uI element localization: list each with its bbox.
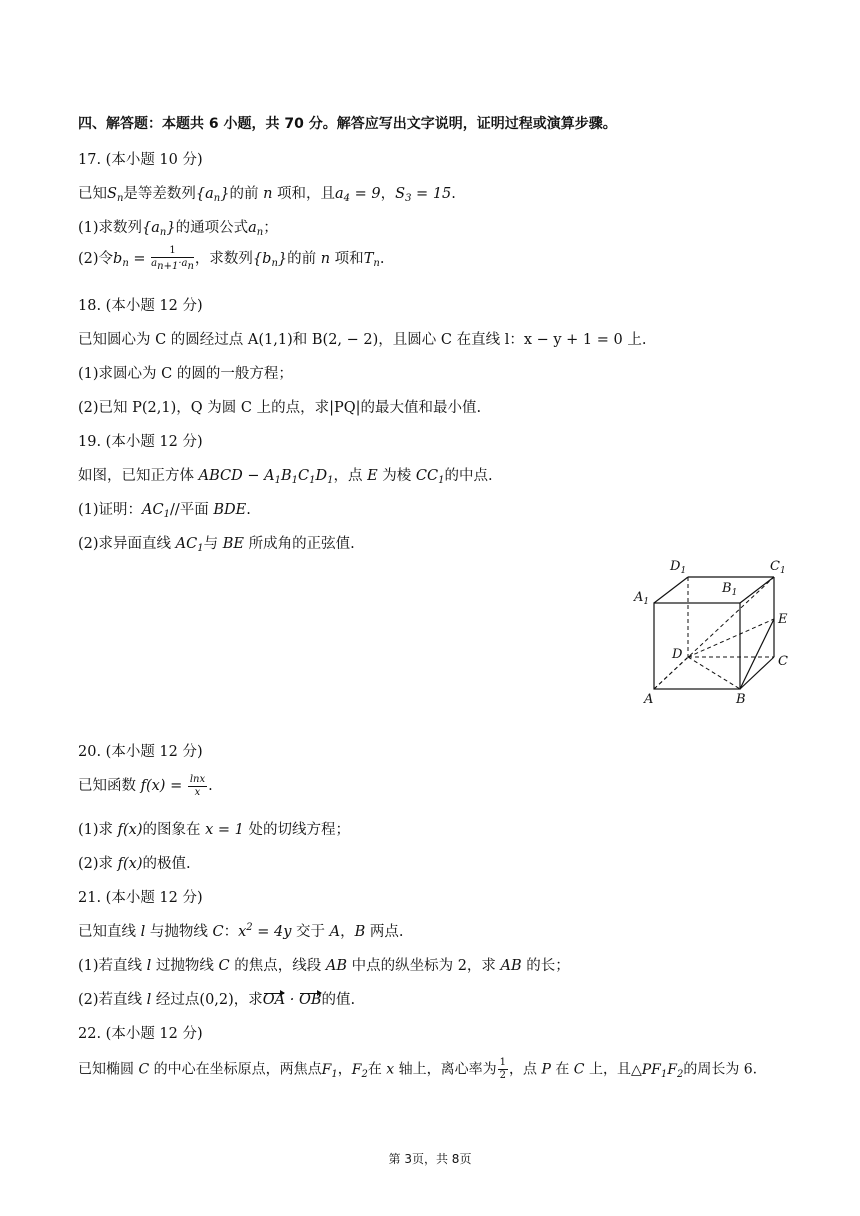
label-A1: $A_1$ bbox=[634, 590, 650, 607]
q21-header: 21. (本小题 12 分) bbox=[78, 890, 203, 906]
q21-part1: (1)若直线 l 过抛物线 C 的焦点，线段 AB 中点的纵坐标为 2，求 AB 的长； bbox=[78, 958, 570, 974]
q20-stem: 已知函数 f(x) = $\frac{\ln x}{x}$ . bbox=[78, 773, 213, 798]
q21-part2: (2)若直线 l 经过点(0,2)，求OA · OB的值. bbox=[78, 992, 356, 1008]
q19-stem: 如图，已知正方体 ABCD − $A_1B_1C_1D_1$，点 E 为棱 $CC_1$的中点. bbox=[78, 468, 493, 486]
q17-part2: (2)令$b_n$ = $\frac{1}{an+1\cdot an}$ ，求数列$\{b_n\}$的前 n 项和$T_n$. bbox=[78, 245, 385, 272]
page-footer: 第 3页，共 8页 bbox=[388, 1152, 472, 1166]
q18-header: 18. (本小题 12 分) bbox=[78, 298, 203, 314]
q20-header: 20. (本小题 12 分) bbox=[78, 744, 203, 760]
q17-header: 17. (本小题 10 分) bbox=[78, 152, 203, 168]
q18-part1: (1)求圆心为 C 的圆的一般方程； bbox=[78, 366, 293, 382]
cube-front-face bbox=[654, 603, 740, 689]
q19-header: 19. (本小题 12 分) bbox=[78, 434, 203, 450]
q22-header: 22. (本小题 12 分) bbox=[78, 1026, 203, 1042]
label-B1: $B_1$ bbox=[722, 581, 738, 598]
q18-part2: (2)已知 P(2,1)，Q 为圆 C 上的点，求|PQ|的最大值和最小值. bbox=[78, 400, 482, 416]
q22-stem: 已知椭圆 C 的中心在坐标原点，两焦点$F_1$，$F_2$在 x 轴上，离心率为 $\frac{1}{2}$ ，点 P 在 C 上，且$\triangle PF_1F_2$的周长为 6. bbox=[78, 1057, 758, 1081]
q18-stem: 已知圆心为 C 的圆经过点 A(1,1)和 B(2, − 2)，且圆心 C 在直线 l：x − y + 1 = 0 上. bbox=[78, 332, 647, 348]
q20-part1: (1)求 f(x)的图象在 x = 1 处的切线方程； bbox=[78, 822, 351, 838]
q19-part2: (2)求异面直线 $AC_1$与 BE 所成角的正弦值. bbox=[78, 536, 355, 554]
label-A: A bbox=[644, 692, 654, 707]
q21-stem: 已知直线 l 与抛物线 C：$x^2 = 4y$ 交于 A，B 两点. bbox=[78, 922, 404, 940]
label-C: C bbox=[778, 654, 788, 669]
label-D1: $D_1$ bbox=[670, 559, 687, 576]
q17-stem: 已知$S_n$是等差数列$\{a_n\}$的前 n 项和，且$a_4 = 9$，$S_3 = 15$. bbox=[78, 186, 456, 204]
label-E: E bbox=[778, 612, 788, 627]
section-heading: 四、解答题：本题共 6 小题，共 70 分。解答应写出文字说明，证明过程或演算步骤。 bbox=[78, 116, 617, 132]
label-C1: $C_1$ bbox=[770, 559, 786, 576]
label-D: D bbox=[672, 647, 683, 662]
q20-part2: (2)求 f(x)的极值. bbox=[78, 856, 191, 872]
q19-part1: (1)证明：$AC_1//$平面 BDE. bbox=[78, 502, 251, 520]
label-B: B bbox=[736, 692, 746, 707]
cube-figure bbox=[630, 555, 800, 707]
q17-part1: (1)求数列$\{a_n\}$的通项公式$a_n$； bbox=[78, 220, 278, 238]
